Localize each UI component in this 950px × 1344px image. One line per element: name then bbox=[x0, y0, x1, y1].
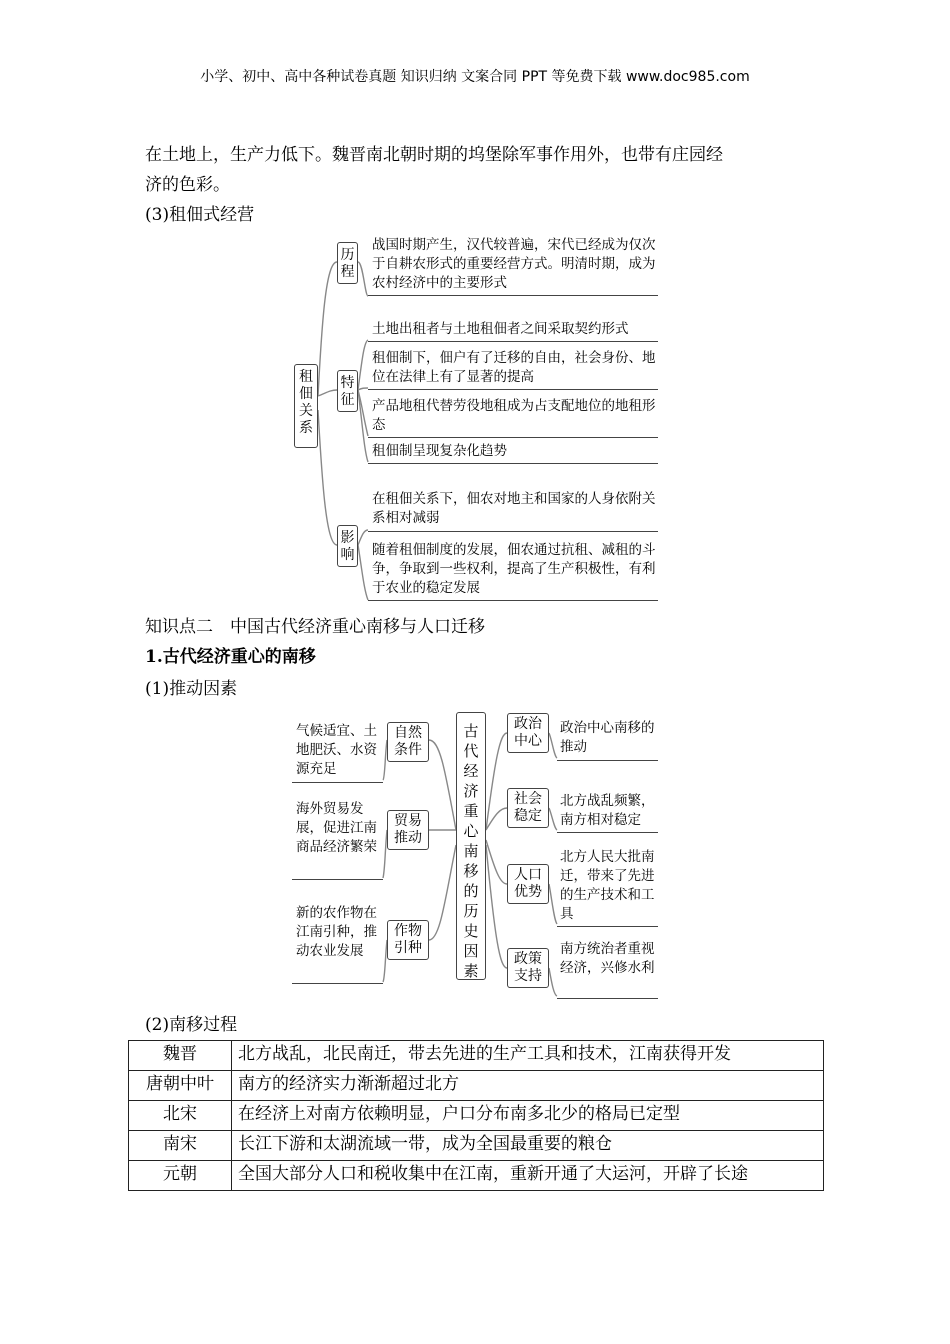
heading-tenancy: (3)租佃式经营 bbox=[145, 205, 255, 225]
feature-item-4: 租佃制呈现复杂化趋势 bbox=[372, 443, 507, 459]
impact-underline-1 bbox=[368, 531, 658, 532]
era-cell: 魏晋 bbox=[129, 1041, 232, 1071]
desc-cell: 南方的经济实力渐渐超过北方 bbox=[232, 1071, 824, 1101]
right-node-policy: 政策支持 bbox=[507, 948, 549, 988]
table-row bbox=[129, 1101, 824, 1131]
table-row bbox=[129, 1131, 824, 1161]
right-text-policy: 南方统治者重视经济，兴修水利 bbox=[560, 941, 655, 976]
feature-item-2: 租佃制下，佃户有了迁移的自由，社会身份、地位在法律上有了显著的提高 bbox=[372, 350, 656, 385]
shift-process-table bbox=[128, 1040, 824, 1191]
feature-underline-3 bbox=[368, 437, 658, 438]
table-row bbox=[129, 1071, 824, 1101]
right-text-politics: 政治中心南移的推动 bbox=[560, 720, 655, 755]
table-row bbox=[129, 1161, 824, 1191]
right-text-population: 北方人民大批南迁，带来了先进的生产技术和工具 bbox=[560, 849, 655, 922]
right-node-population: 人口优势 bbox=[507, 864, 549, 904]
table-row bbox=[129, 1041, 824, 1071]
left-underline-nature bbox=[292, 782, 383, 783]
intro-line-2: 济的色彩。 bbox=[145, 175, 230, 195]
page-header: 小学、初中、高中各种试卷真题 知识归纳 文案合同 PPT 等免费下载 www.doc985.com bbox=[200, 69, 750, 85]
history-underline bbox=[368, 295, 658, 296]
right-underline-politics bbox=[557, 760, 658, 761]
section2-sub1: 1.古代经济重心的南移 bbox=[145, 647, 316, 667]
left-text-nature: 气候适宜、土地肥沃、水资源充足 bbox=[296, 723, 377, 777]
branch-history-node: 历程 bbox=[337, 242, 358, 284]
right-text-stability: 北方战乱频繁，南方相对稳定 bbox=[560, 793, 655, 828]
center-node: 古代经济重心南移的历史因素 bbox=[456, 712, 486, 980]
era-cell: 唐朝中叶 bbox=[129, 1071, 232, 1101]
left-text-trade: 海外贸易发展，促进江南商品经济繁荣 bbox=[296, 801, 377, 855]
impact-item-1: 在租佃关系下，佃农对地主和国家的人身依附关系相对减弱 bbox=[372, 491, 656, 526]
era-cell: 南宋 bbox=[129, 1131, 232, 1161]
feature-underline-1 bbox=[368, 341, 658, 342]
feature-item-3: 产品地租代替劳役地租成为占支配地位的地租形态 bbox=[372, 398, 656, 433]
impact-item-2: 随着租佃制度的发展，佃农通过抗租、减租的斗争，争取到一些权利，提高了生产积极性，有利于农业的稳定发展 bbox=[372, 542, 656, 596]
section2-sub2: (1)推动因素 bbox=[145, 679, 238, 699]
feature-underline-2 bbox=[368, 389, 658, 390]
history-item: 战国时期产生，汉代较普遍，宋代已经成为仅次于自耕农形式的重要经营方式。明清时期，成为农村经济中的主要形式 bbox=[372, 237, 656, 291]
left-node-crops: 作物引种 bbox=[387, 920, 429, 960]
left-underline-trade bbox=[292, 879, 383, 880]
right-node-stability: 社会稳定 bbox=[507, 788, 549, 828]
desc-cell: 北方战乱，北民南迁，带去先进的生产工具和技术，江南获得开发 bbox=[232, 1041, 824, 1071]
section2-title: 知识点二 中国古代经济重心南移与人口迁移 bbox=[145, 617, 485, 637]
right-underline-stability bbox=[557, 832, 658, 833]
feature-item-1: 土地出租者与土地租佃者之间采取契约形式 bbox=[372, 321, 629, 337]
left-node-nature: 自然条件 bbox=[387, 722, 429, 762]
desc-cell: 长江下游和太湖流域一带，成为全国最重要的粮仓 bbox=[232, 1131, 824, 1161]
intro-line-1: 在土地上，生产力低下。魏晋南北朝时期的坞堡除军事作用外，也带有庄园经 bbox=[145, 145, 723, 165]
era-cell: 北宋 bbox=[129, 1101, 232, 1131]
right-node-politics: 政治中心 bbox=[507, 713, 549, 753]
left-underline-crops bbox=[292, 983, 383, 984]
process-heading: (2)南移过程 bbox=[145, 1015, 238, 1035]
right-underline-policy bbox=[557, 998, 658, 999]
feature-underline-4 bbox=[368, 463, 658, 464]
tenancy-root-node: 租佃关系 bbox=[294, 364, 318, 448]
desc-cell: 在经济上对南方依赖明显，户口分布南多北少的格局已定型 bbox=[232, 1101, 824, 1131]
right-underline-population bbox=[557, 926, 658, 927]
left-node-trade: 贸易推动 bbox=[387, 810, 429, 850]
branch-impact-node: 影响 bbox=[337, 525, 358, 567]
desc-cell: 全国大部分人口和税收集中在江南，重新开通了大运河，开辟了长途 bbox=[232, 1161, 824, 1191]
branch-features-node: 特征 bbox=[337, 370, 358, 412]
impact-underline-2 bbox=[368, 600, 658, 601]
left-text-crops: 新的农作物在江南引种，推动农业发展 bbox=[296, 905, 377, 959]
era-cell: 元朝 bbox=[129, 1161, 232, 1191]
